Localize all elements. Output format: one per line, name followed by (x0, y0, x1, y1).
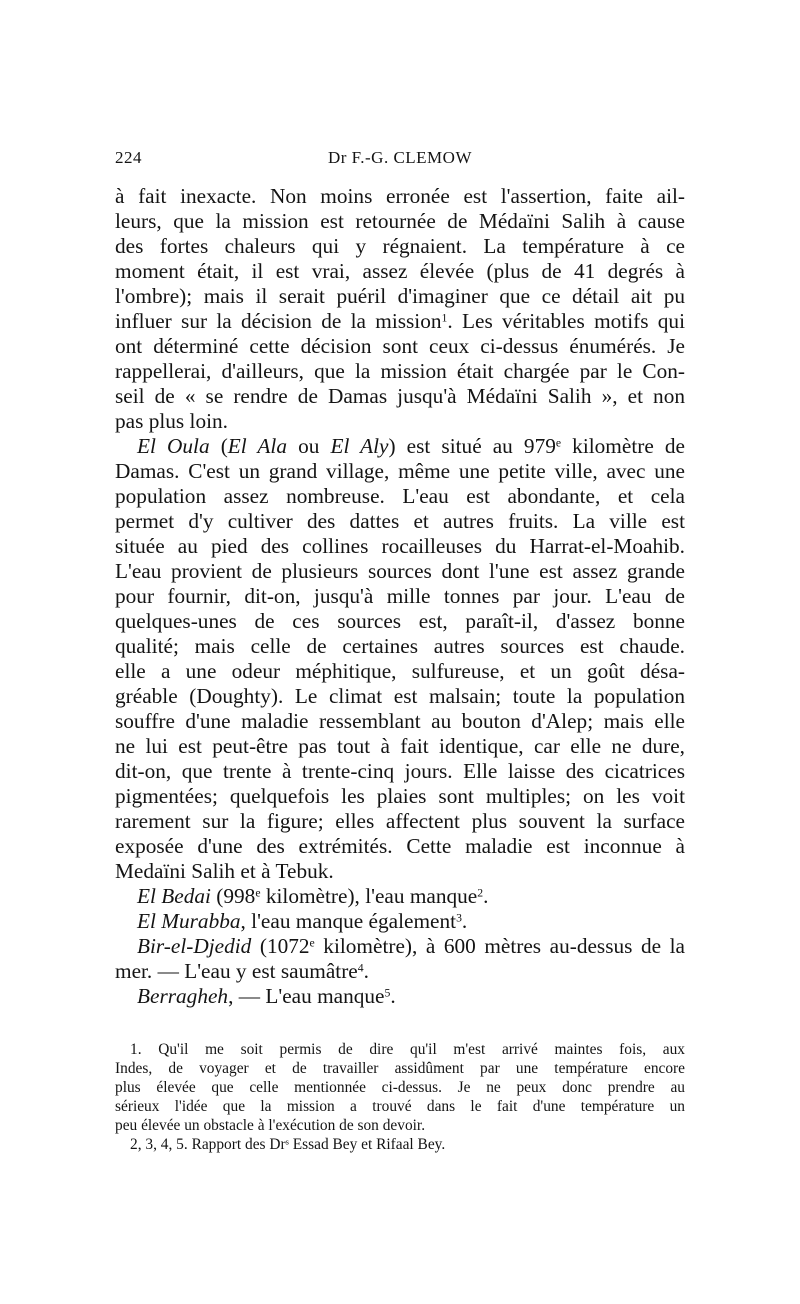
body-line: rappellerai, d'ailleurs, que la mission était chargée par le Con- (115, 359, 685, 383)
body-line: gréable (Doughty). Le climat est malsain; toute la population (115, 684, 685, 708)
running-head (115, 148, 685, 172)
body-line: leurs, que la mission est retournée de Médaïni Salih à cause (115, 209, 685, 233)
body-line: mer. — L'eau y est saumâtre$^4$. (115, 959, 369, 983)
body-line: El Oula (El Ala ou El Aly) est situé au 979e kilomètre de (137, 434, 685, 458)
footnote-ref: 2 (477, 886, 484, 900)
body-line: dit-on, que trente à trente-cinq jours. Elle laisse des cicatrices (115, 759, 685, 783)
body-line: située au pied des collines rocailleuses du Harrat-el-Moahib. (115, 534, 685, 558)
body-line: des fortes chaleurs qui y régnaient. La température à ce (115, 234, 685, 258)
body-line: l'ombre); mais il serait puéril d'imaginer que ce détail ait pu (115, 284, 685, 308)
body-line: pour fournir, dit-on, jusqu'à mille tonnes par jour. L'eau de (115, 584, 685, 608)
place-name: Berragheh (137, 984, 229, 1008)
footnote-ref: 1 (441, 311, 448, 325)
footnote-line: 1. Qu'il me soit permis de dire qu'il m'est arrivé maintes fois, aux (130, 1041, 685, 1058)
place-name: El Murabba (137, 909, 241, 933)
body-line: Bir-el-Djedid (1072e kilomètre), à 600 mètres au-dessus de la (137, 934, 685, 958)
body-line: L'eau provient de plusieurs sources dont l'une est assez grande (115, 559, 685, 583)
body-line: population assez nombreuse. L'eau est abondante, et cela (115, 484, 685, 508)
footnote-line: plus élevée que celle mentionnée ci-dessus. Je ne peux donc prendre au (115, 1079, 685, 1096)
body-line: exposée d'une des extrémités. Cette maladie est inconnue à (115, 834, 685, 858)
body-line: souffre d'une maladie ressemblant au bouton d'Alep; mais elle (115, 709, 685, 733)
page-number: 224 (115, 148, 142, 167)
body-line: pas plus loin. (115, 409, 228, 433)
footnote-ref: 3 (456, 911, 462, 925)
body-line: qualité; mais celle de certaines autres sources est chaude. (115, 634, 685, 658)
footnote-ref: 5 (384, 986, 391, 1000)
body-line: pigmentées; quelquefois les plaies sont multiples; on les voit (115, 784, 685, 808)
body-line: rarement sur la figure; elles affectent plus souvent la surface (115, 809, 685, 833)
place-name: Bir-el-Djedid (137, 934, 252, 958)
place-name: El Aly (330, 434, 389, 458)
footnote-line: peu élevée un obstacle à l'exécution de son devoir. (115, 1117, 426, 1134)
body-line: El Murabba, l'eau manque également$^3$. (137, 909, 468, 933)
place-name: El Bedai (137, 884, 211, 908)
body-line: elle a une odeur méphitique, sulfureuse, et un goût désa- (115, 659, 685, 683)
body-line: à fait inexacte. Non moins erronée est l'assertion, faite ail- (115, 184, 685, 208)
body-line: Berragheh, — L'eau manque$^5$. (137, 984, 396, 1008)
body-line: ne lui est peut-être pas tout à fait identique, car elle ne dure, (115, 734, 685, 758)
body-line: Damas. C'est un grand village, même une petite ville, avec une (115, 459, 685, 483)
body-line: moment était, il est vrai, assez élevée (plus de 41 degrés à (115, 259, 685, 283)
footnote-line: 2, 3, 4, 5. Rapport des Dr$^s$ Essad Bey et Rifaal Bey. (130, 1136, 446, 1153)
place-name: El Ala (227, 434, 287, 458)
footnote-line: Indes, de voyager et de travailler assidûment par une température encore (115, 1060, 685, 1077)
body-line: permet d'y cultiver des dattes et autres fruits. La ville est (115, 509, 685, 533)
body-line: Medaïni Salih et à Tebuk. (115, 859, 334, 883)
running-head-author: Dr F.-G. CLEMOW (327, 148, 472, 167)
footnote-line: sérieux l'idée que la mission a trouvé dans le fait d'une température un (115, 1098, 685, 1115)
body-line: ont déterminé cette décision sont ceux ci-dessus énumérés. Je (115, 334, 685, 358)
body-line: seil de « se rendre de Damas jusqu'à Médaïni Salih », et non (115, 384, 685, 408)
body-line: El Bedai (998e kilomètre), l'eau manque$^2$. (137, 884, 489, 908)
place-name: El Oula (137, 434, 210, 458)
footnote-ref: 4 (357, 961, 364, 975)
body-line: influer sur la décision de la mission$^1$. Les véritables motifs qui (115, 309, 685, 333)
body-line: quelques-unes de ces sources est, paraît-il, d'assez bonne (115, 609, 685, 633)
